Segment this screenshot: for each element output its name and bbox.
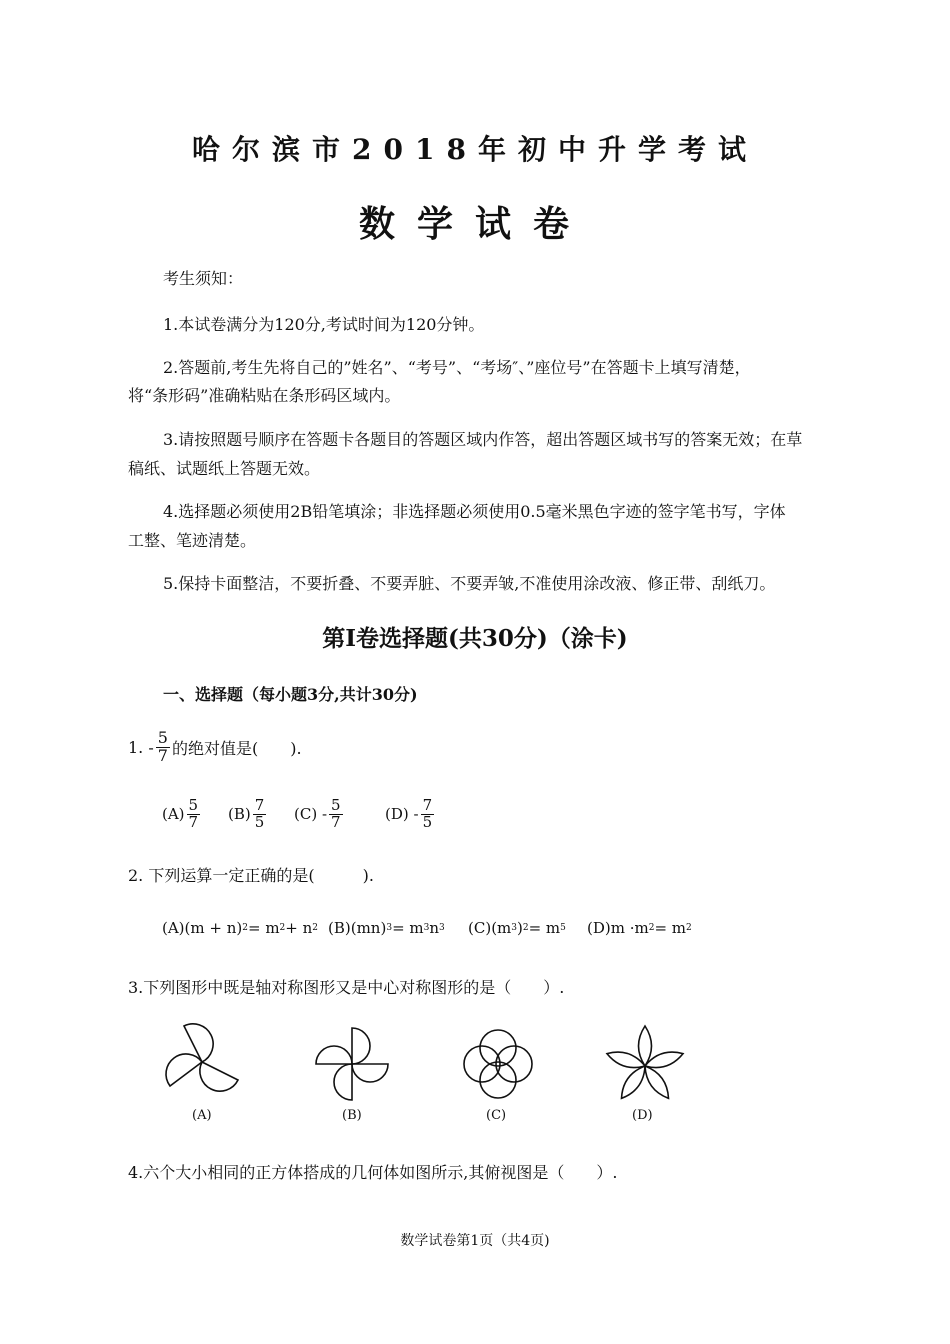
q2-option-c-expr: (m [491,919,512,937]
notice-item-4-line-1: 4.选择题必须使用2B铅笔填涂；非选择题必须使用0.5毫米黑色字迹的签字笔书写，字体 [163,502,786,521]
q1-denominator: 7 [157,745,168,765]
notice-item-2-line-1: 2.答题前,考生先将自己的”姓名”、“考号”、“考场″、”座位号”在答题卡上填写清楚， [163,358,751,377]
q2-option-d [587,919,692,937]
q1-option-a-label: (A) [162,805,185,824]
exam-subtitle: 数学试卷 [358,203,591,245]
q1-option-b-den: 5 [254,812,265,831]
q2-option-c-rhs: = m [528,919,561,937]
q2-option-b-exp: 3 [386,923,393,933]
q1-option-c [294,798,345,831]
q2-option-b-rhs2: n [429,919,440,937]
q2-option-b [328,919,445,937]
q1-option-d-den: 5 [422,812,433,831]
q2-option-d-label: (D) [587,919,611,937]
section-title: 第Ⅰ卷选择题(共30分)（涂卡) [322,625,628,652]
q1-option-d-num: 7 [422,796,433,814]
q1-option-b-label: (B) [228,805,251,824]
q1-option-b-num: 7 [254,796,265,814]
q2-option-d-rhs-exp: 2 [686,923,692,933]
q1-option-a [162,798,202,831]
q2-option-d-expr: m ·m [610,919,649,937]
q2-option-c-close: ) [517,919,523,937]
notice-heading: 考生须知： [163,269,244,288]
q2-option-d-exp: 2 [648,923,655,933]
q2-option-a-rhs-exp2: 2 [312,923,319,933]
notice-item-3-line-2: 稿纸、试题纸上答题无效。 [128,459,321,478]
figure-d-label: (D) [632,1108,653,1123]
q2-option-d-rhs: = m [654,919,687,937]
q2-option-c-inner-exp: 3 [511,923,517,933]
figure-b-pinwheel [310,1022,394,1106]
q2-option-c [468,919,566,937]
q2-option-a [162,919,318,937]
q1-option-c-den: 7 [331,812,341,831]
q1-option-a-num: 5 [188,796,199,814]
q2-option-a-rhs2: + n [285,919,313,937]
question-4: 4.六个大小相同的正方体搭成的几何体如图所示,其俯视图是（ ）. [128,1163,618,1182]
q2-option-a-label: (A) [162,919,185,937]
section-subtitle: 一、选择题（每小题3分,共计30分) [163,685,418,704]
question-3: 3.下列图形中既是轴对称图形又是中心对称图形的是（ ）. [128,978,565,997]
q1-numerator: 5 [157,728,168,747]
notice-item-5: 5.保持卡面整洁，不要折叠、不要弄脏、不要弄皱,不准使用涂改液、修正带、刮纸刀。 [163,574,776,593]
figure-a-pinwheel [160,1022,244,1096]
figure-a-label: (A) [192,1108,212,1123]
q2-option-b-label: (B) [328,919,351,937]
figure-c-label: (C) [486,1108,507,1123]
q2-option-c-rhs-exp: 5 [560,923,566,933]
q1-option-b [228,798,268,831]
notice-item-4-line-2: 工整、笔迹清楚。 [128,531,257,550]
q2-option-b-rhs-exp1: 3 [423,923,430,933]
q1-option-d-label: (D) - [385,805,419,824]
question-2: 2. 下列运算一定正确的是( ). [128,866,374,885]
q1-prefix: 1. - [128,737,154,757]
q2-option-a-rhs: = m [247,919,280,937]
figure-c-circles [456,1022,540,1106]
notice-item-1: 1.本试卷满分为120分,考试时间为120分钟。 [163,315,485,334]
q2-option-b-rhs-exp2: 3 [439,923,445,933]
figure-b-label: (B) [342,1108,362,1123]
exam-title: 哈尔滨市2018年初中升学考试 [192,133,758,166]
notice-item-2-line-2: 将“条形码”准确粘贴在条形码区域内。 [128,386,401,405]
notice-item-3-line-1: 3.请按照题号顺序在答题卡各题目的答题区域内作答，超出答题区域书写的答案无效；在草 [163,430,803,449]
q1-option-d [385,798,436,831]
q1-fraction [156,730,170,765]
q2-option-a-exp: 2 [242,923,248,933]
figure-d-flower [600,1020,690,1104]
q2-option-a-rhs-exp1: 2 [279,923,286,933]
q2-option-b-expr: (mn) [350,919,387,937]
q1-suffix: 的绝对值是( ). [171,738,302,758]
q1-option-a-den: 7 [188,812,199,831]
q2-option-a-expr: (m + n) [184,919,243,937]
q2-option-b-rhs: = m [392,919,424,937]
q1-option-c-label: (C) - [294,805,328,824]
page-footer: 数学试卷第1页（共4页) [400,1233,550,1249]
q2-option-c-exp: 2 [522,923,529,933]
question-1 [128,730,302,765]
q2-option-c-label: (C) [468,919,492,937]
q1-option-c-num: 5 [331,796,341,814]
